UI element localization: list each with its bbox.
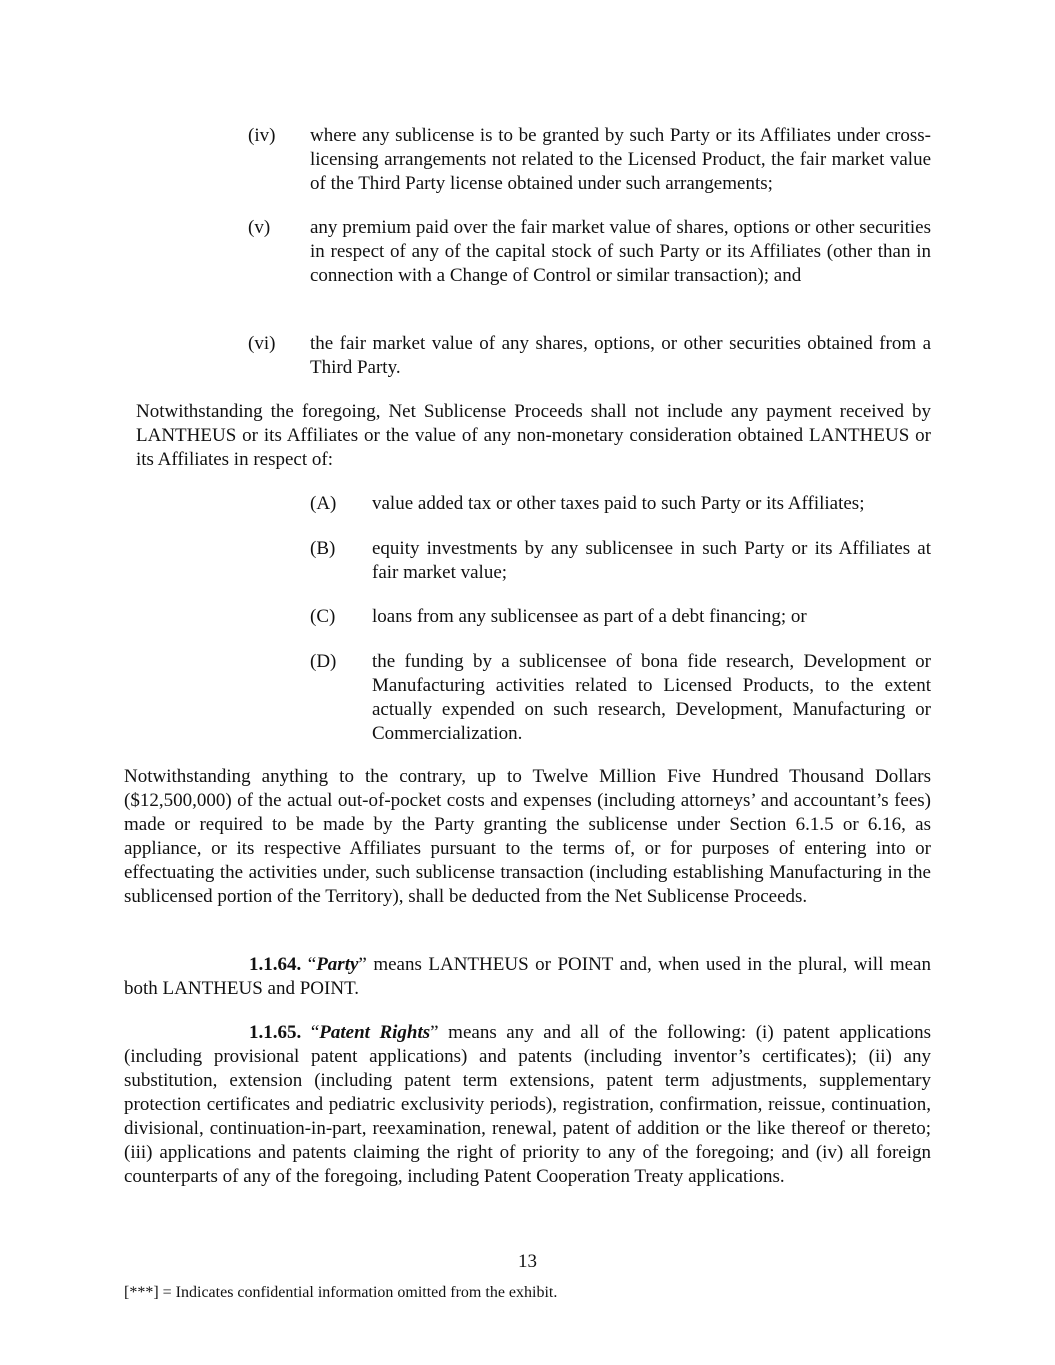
item-label: (A)	[310, 493, 337, 514]
item-text: loans from any sublicensee as part of a debt financing; or	[372, 606, 807, 627]
item-label: (D)	[310, 651, 337, 672]
list-item-d	[310, 650, 931, 746]
item-text: equity investments by any sublicensee in such Party or its Affiliates at fair market value;	[372, 538, 931, 583]
definition-text: means any and all of the following: (i) patent applications (including provisional patent applications) and patents (including inventor’s certificates); (ii) any substitution, extension (including patent term extensions, patent term adjustments, supplementary protection certificates and pediatric exclusivity periods), registration, confirmation, reissue, continuation, divisional, continuation-in-part, reexamination, renewal, patent of addition or the like thereof or thereto; (iii) applications and patents claiming the right of priority to any of the foregoing; and (iv) all foreign counterparts of any of the foregoing, including Patent Cooperation Treaty applications.	[124, 1022, 931, 1187]
item-label: (C)	[310, 606, 336, 627]
item-label: (iv)	[248, 125, 276, 146]
item-text: the funding by a sublicensee of bona fide research, Development or Manufacturing activities related to Licensed Products, to the extent actually expended on such research, Development, Manufacturing or Commercialization.	[372, 651, 931, 744]
list-item-v	[248, 216, 931, 288]
list-item-iv	[248, 124, 931, 196]
item-text: value added tax or other taxes paid to such Party or its Affiliates;	[372, 493, 865, 514]
item-label: (B)	[310, 538, 336, 559]
section-1-1-65: 1.1.65. “Patent Rights” means any and all of the following: (i) patent applications (including provisional patent applications) and patents (including inventor’s certificates); (ii) any substitution, extension (including patent term extensions, patent term adjustments, supplementary protection certificates and pediatric exclusivity periods), registration, confirmation, reissue, continuation, divisional, continuation-in-part, reexamination, renewal, patent of addition or the like thereof or thereto; (iii) applications and patents claiming the right of priority to any of the foregoing; and (iv) all foreign counterparts of any of the foregoing, including Patent Cooperation Treaty applications.	[124, 1022, 931, 1187]
list-item-a	[310, 492, 931, 516]
defined-term: Patent Rights	[319, 1022, 431, 1043]
item-text: any premium paid over the fair market value of shares, options or other securities in respect of any of the capital stock of such Party or its Affiliates (other than in connection with a Change of Control or similar transaction); and	[310, 217, 931, 286]
deduction-paragraph: Notwithstanding anything to the contrary, up to Twelve Million Five Hundred Thousand Dollars ($12,500,000) of the actual out-of-pocket costs and expenses (including attorneys’ and accountant’s fees) made or required to be made by the Party granting the sublicense under Section 6.1.5 or 6.16, as appliance, or its respective Affiliates pursuant to the terms of, or for purposes of entering into or effectuating the activities under, such sublicense transaction (including establishing Manufacturing in the sublicensed portion of the Territory), shall be deducted from the Net Sublicense Proceeds.	[124, 766, 931, 907]
section-number: 1.1.64.	[249, 954, 302, 975]
notwithstanding-paragraph: Notwithstanding the foregoing, Net Sublicense Proceeds shall not include any payment received by LANTHEUS or its Affiliates or the value of any non-monetary consideration obtained LANTHEUS or its Affiliates in respect of:	[136, 401, 931, 470]
item-text: where any sublicense is to be granted by such Party or its Affiliates under cross-licensing arrangements not related to the Licensed Product, the fair market value of the Third Party license obtained under such arrangements;	[310, 125, 931, 194]
list-item-c	[310, 605, 931, 629]
item-label: (v)	[248, 217, 271, 238]
item-label: (vi)	[248, 333, 276, 354]
list-item-b	[310, 537, 931, 585]
page-number: 13	[518, 1251, 537, 1272]
list-item-vi	[248, 332, 931, 380]
definition-text: means LANTHEUS or POINT and, when used in the plural, will mean both LANTHEUS and POINT.	[124, 954, 931, 999]
footnote: [***] = Indicates confidential information omitted from the exhibit.	[124, 1284, 558, 1301]
defined-term: Party	[316, 954, 359, 975]
section-number: 1.1.65.	[249, 1022, 302, 1043]
section-1-1-64: 1.1.64. “Party” means LANTHEUS or POINT and, when used in the plural, will mean both LANTHEUS and POINT.	[124, 954, 931, 999]
item-text: the fair market value of any shares, options, or other securities obtained from a Third Party.	[310, 333, 931, 378]
